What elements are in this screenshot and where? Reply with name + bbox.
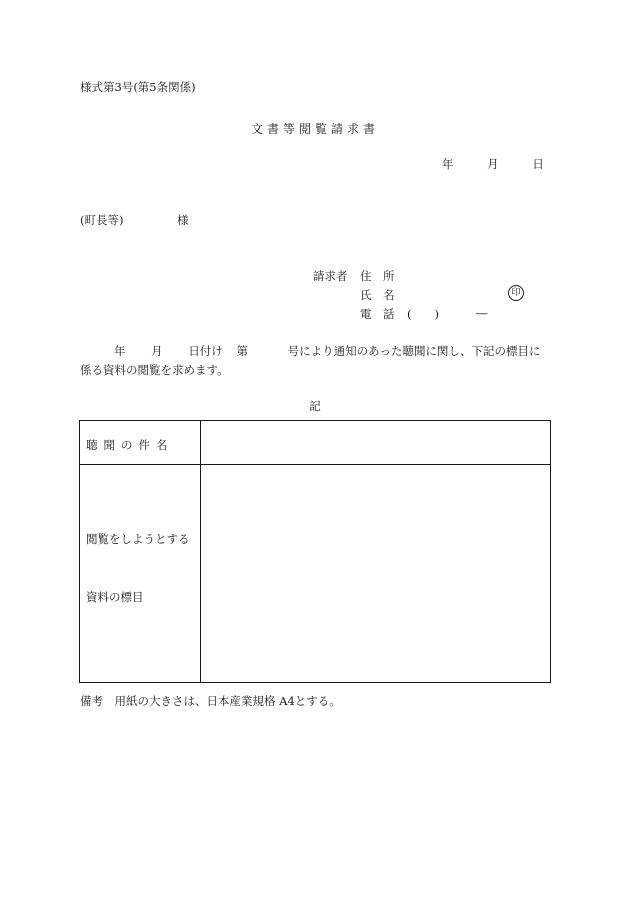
request-month: 月 bbox=[151, 344, 163, 358]
request-date-suffix: 日付け bbox=[188, 344, 223, 358]
document-title: 文書等閲覧請求書 bbox=[250, 122, 379, 136]
addressee-honorific: 様 bbox=[177, 213, 189, 227]
request-year: 年 bbox=[114, 344, 126, 358]
table-row-divider bbox=[80, 464, 550, 465]
addressee bbox=[80, 212, 189, 228]
date-day: 日 bbox=[532, 157, 544, 171]
request-text-line-1 bbox=[80, 342, 552, 361]
request-text-line-2: 係る資料の閲覧を求めます。 bbox=[80, 363, 229, 377]
name-label: 氏 名 bbox=[360, 288, 395, 302]
phone-area-code-paren: ( ) bbox=[407, 307, 439, 321]
requester-label: 請求者 bbox=[313, 269, 348, 283]
request-rest: 号により通知のあった聴聞に関し、下記の標目に bbox=[287, 344, 541, 358]
date-year: 年 bbox=[442, 157, 454, 171]
form-number: 様式第3号(第5条関係) bbox=[80, 80, 196, 94]
materials-label-line-1: 閲覧をしようとする bbox=[86, 532, 190, 546]
materials-label-line-2: 資料の標目 bbox=[86, 590, 144, 604]
addressee-name: (町長等) bbox=[80, 213, 124, 227]
date-line bbox=[442, 156, 544, 172]
remarks: 備考 用紙の大きさは、日本産業規格 A4とする。 bbox=[80, 694, 341, 708]
request-dai: 第 bbox=[236, 344, 248, 358]
address-label: 住 所 bbox=[360, 269, 395, 283]
seal-icon: 印 bbox=[508, 285, 524, 301]
request-table bbox=[79, 420, 551, 683]
subject-label: 聴聞の件名 bbox=[86, 438, 174, 452]
phone-label: 電 話 bbox=[360, 307, 395, 321]
phone-dash: ― bbox=[476, 306, 488, 320]
ki-heading: 記 bbox=[309, 399, 321, 413]
request-text bbox=[80, 342, 552, 380]
date-month: 月 bbox=[487, 157, 499, 171]
table-column-divider bbox=[200, 421, 201, 682]
